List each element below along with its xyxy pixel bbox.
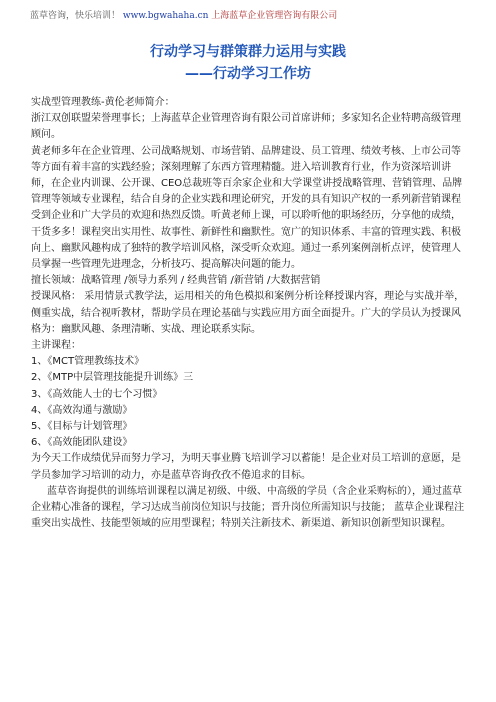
offering-paragraph: 蓝草咨询提供的训练培训课程以满足初级、中级、中高级的学员（含企业采购标的），通过蓝草企业精心准备的课程，学习达成当前岗位知识与技能；晋升岗位所需知识与技能； 蓝草企业课程注重突出实战性、技能型领域的应用型课程；特别关注新技术、新渠道、新知识创新型知识课程。 — [31, 485, 465, 530]
mission-paragraph: 为今天工作成绩优异而努力学习，为明天事业腾飞培训学习以蓄能！是企业对员工培训的意愿，是学员参加学习培训的动力，亦是蓝草咨询孜孜不倦追求的目标。 — [31, 453, 461, 481]
course-item: 2、《MTP中层管理技能提升训练》三 — [31, 372, 194, 384]
document-title: 行动学习与群策群力运用与实践 — [150, 44, 346, 60]
course-item: 5、《目标与计划管理》 — [31, 421, 133, 433]
course-item: 4、《高效沟通与激励》 — [31, 404, 133, 416]
teaching-style: 授课风格： 采用情景式教学法，运用相关的角色模拟和案例分析诠释授课内容，理论与实战并举，侧重实战，结合视听教材，帮助学员在理论基础与实践应用方面全面提升。广大的学员认为授课风格为：幽默风趣、条理清晰、实战、理论联系实际。 — [31, 291, 465, 335]
page-header — [30, 8, 337, 21]
course-item: 1、《MCT管理教练技术》 — [31, 356, 145, 368]
header-company: 上海蓝草企业管理咨询有限公司 — [211, 11, 338, 21]
header-slogan: 蓝草咨询，快乐培训！ — [30, 11, 121, 21]
course-item: 3、《高效能人士的七个习惯》 — [31, 388, 163, 400]
course-item: 6、《高效能团队建设》 — [31, 437, 133, 449]
document-body — [31, 95, 469, 532]
intro-roles: 浙江双创联盟荣誉理事长；上海蓝草企业管理咨询有限公司首席讲师；多家知名企业特聘高级管理顾问。 — [31, 113, 461, 141]
intro-heading: 实战型管理教练-黄伦老师简介： — [31, 97, 175, 108]
expertise-line: 擅长领域：战略管理 /领导力系列 / 经典营销 /新营销 /大数据营销 — [31, 275, 321, 287]
document-subtitle: ——行动学习工作坊 — [185, 66, 311, 82]
bio-paragraph: 黄老师多年在企业管理、公司战略规划、市场营销、品牌建设、员工管理、绩效考核、上市公司等等方面有着丰富的实践经验；深刻理解了东西方管理精髓。进入培训教育行业，作为资深培训讲师，在企业内训课、公开课、CEO总裁班等百余家企业和大学课堂讲授战略管理、营销管理、品牌管理等领域专业课程，结合自身的企业实践和理论研究，开发的具有知识产权的一系列新营销课程受到企业和广大学员的欢迎和热烈反馈。听黄老师上课，可以聆听他的职场经历，分享他的成绩，干货多多！课程突出实用性、故事性、新鲜性和幽默性。宽广的知识体系、丰富的管理实践、积极向上、幽默风趣构成了独特的教学培训风格，深受听众欢迎。通过一系列案例剖析点评，使管理人员掌握一些管理先进理念，分析技巧、提高解决问题的能力。 — [31, 145, 463, 271]
header-url[interactable]: www.bgwahaha.cn — [122, 11, 209, 21]
courses-heading: 主讲课程： — [31, 340, 81, 352]
